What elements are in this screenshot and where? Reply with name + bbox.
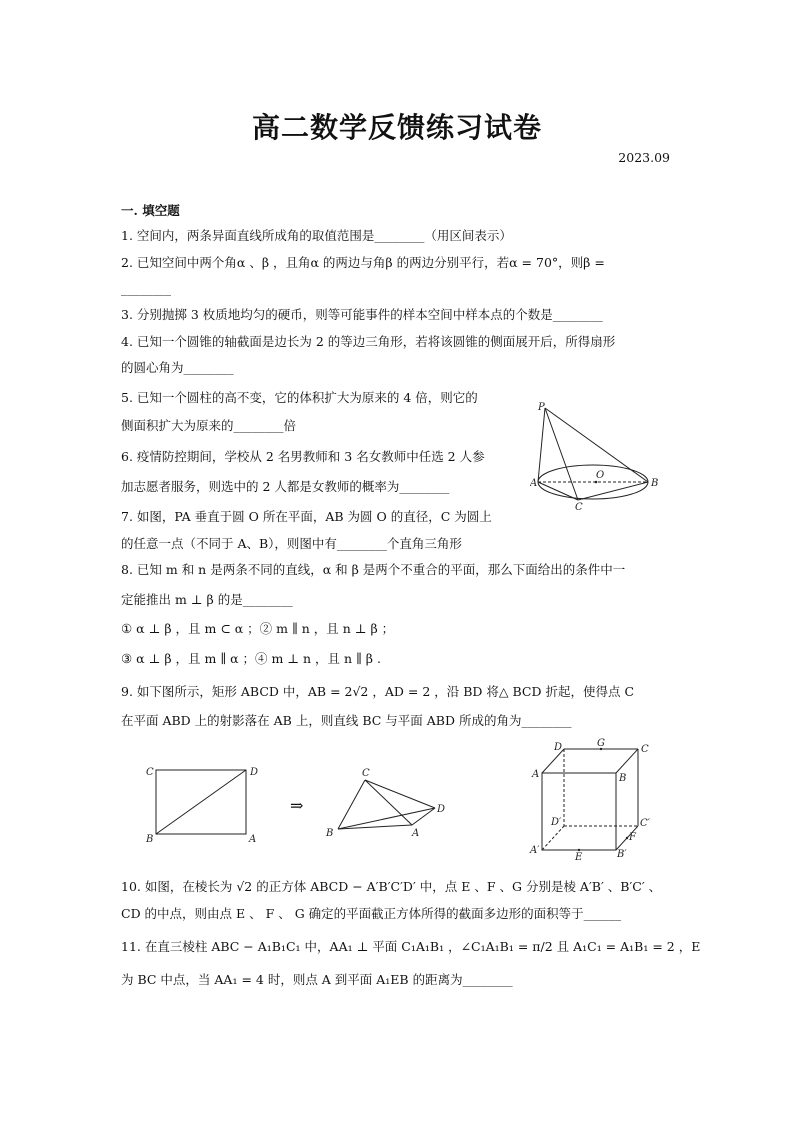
folded-figure — [320, 764, 455, 844]
label-d-prime: D′ — [551, 817, 562, 828]
label-c: C — [362, 768, 370, 779]
question-8-line-1: 8. 已知 m 和 n 是两条不同的直线，α 和 β 是两个不重合的平面，那么下面给出的条件中一 — [121, 562, 626, 577]
question-7-line-2: 的任意一点（不同于 A、B），则图中有________个直角三角形 — [121, 536, 462, 551]
question-5-line-2: 侧面积扩大为原来的________倍 — [121, 418, 297, 433]
question-8-option-1-2: ① α ⊥ β ，且 m ⊂ α ；② m ∥ n ，且 n ⊥ β ； — [121, 621, 395, 636]
label-c: C — [641, 744, 649, 755]
label-b-prime: B′ — [617, 849, 627, 860]
label-a: A — [249, 834, 257, 845]
cube-figure — [524, 736, 659, 864]
label-a-prime: A′ — [530, 845, 540, 856]
label-f: F — [629, 832, 636, 843]
exam-date: 2023.09 — [618, 150, 670, 165]
label-c-prime: C′ — [640, 818, 650, 829]
question-10-line-1: 10. 如图，在棱长为 √2 的正方体 ABCD − A′B′C′D′ 中，点 E 、F 、G 分别是棱 A′B′ 、B′C′ 、 — [121, 879, 662, 894]
segment-pa — [538, 408, 545, 482]
label-a: A — [532, 769, 540, 780]
rectangle-figure — [140, 760, 270, 850]
label-o: O — [596, 470, 605, 481]
page-title: 高二数学反馈练习试卷 — [251, 111, 542, 144]
label-p: P — [538, 402, 545, 413]
label-b: B — [146, 834, 154, 845]
question-8-option-3-4: ③ α ⊥ β ，且 m ∥ α ；④ m ⊥ n ，且 n ∥ β . — [121, 651, 381, 666]
question-8-line-2: 定能推出 m ⊥ β 的是________ — [121, 592, 293, 607]
label-d: D — [250, 767, 259, 778]
point-f — [626, 837, 628, 839]
segment-pc — [545, 408, 578, 500]
label-c: C — [146, 767, 154, 778]
question-7-line-1: 7. 如图，PA 垂直于圆 O 所在平面，AB 为圆 O 的直径，C 为圆上 — [121, 509, 492, 524]
question-5-line-1: 5. 已知一个圆柱的高不变，它的体积扩大为原来的 4 倍，则它的 — [121, 390, 478, 405]
question-3-line-1: 3. 分别抛掷 3 枚质地均匀的硬币，则等可能事件的样本空间中样本点的个数是________ — [121, 307, 603, 322]
question-2-line-2: ________ — [121, 281, 171, 296]
arrow-icon: ⇒ — [290, 796, 304, 815]
question-1-line-1: 1. 空间内，两条异面直线所成角的取值范围是________（用区间表示） — [121, 228, 512, 243]
segment-cb — [578, 482, 648, 500]
question-10-line-2: CD 的中点，则由点 E 、 F 、 G 确定的平面截正方体所得的截面多边形的面积等于______ — [121, 906, 622, 921]
label-g: G — [597, 738, 605, 749]
edge-bc — [616, 749, 638, 773]
label-d: D — [437, 804, 446, 815]
hidden-edge-ad — [542, 826, 564, 850]
center-point — [595, 481, 598, 484]
question-4-line-2: 的圆心角为________ — [121, 360, 234, 375]
label-b: B — [619, 773, 627, 784]
question-6-line-2: 加志愿者服务，则选中的 2 人都是女教师的概率为________ — [121, 479, 450, 494]
point-e — [578, 849, 580, 851]
label-c: C — [575, 502, 583, 513]
question-11-line-1: 11. 在直三棱柱 ABC − A₁B₁C₁ 中，AA₁ ⊥ 平面 C₁A₁B₁ ，∠C₁A₁B₁ = π/2 且 A₁C₁ = A₁B₁ = 2 ，E — [121, 939, 701, 954]
question-2-line-1: 2. 已知空间中两个角α 、β ，且角α 的两边与角β 的两边分别平行，若α = 70°，则β = — [121, 255, 605, 270]
label-b: B — [326, 828, 334, 839]
label-a: A — [530, 478, 538, 489]
question-4-line-1: 4. 已知一个圆锥的轴截面是边长为 2 的等边三角形，若将该圆锥的侧面展开后，所得扇形 — [121, 334, 616, 349]
cone-figure — [530, 398, 665, 513]
label-e: E — [575, 852, 583, 863]
question-11-line-2: 为 BC 中点，当 AA₁ = 4 时，则点 A 到平面 A₁EB 的距离为________ — [121, 972, 513, 987]
diagonal-bd — [156, 770, 246, 834]
label-d: D — [554, 742, 563, 753]
segment-cd — [365, 780, 435, 808]
segment-bc — [338, 780, 365, 829]
label-b: B — [651, 478, 659, 489]
section-heading: 一. 填空题 — [121, 203, 180, 218]
label-a: A — [412, 828, 420, 839]
question-9-line-1: 9. 如下图所示，矩形 ABCD 中，AB = 2√2 ，AD = 2 ，沿 BD 将△ BCD 折起，使得点 C — [121, 684, 635, 699]
question-9-line-2: 在平面 ABD 上的射影落在 AB 上，则直线 BC 与平面 ABD 所成的角为________ — [121, 713, 572, 728]
question-6-line-1: 6. 疫情防控期间，学校从 2 名男教师和 3 名女教师中任选 2 人参 — [121, 449, 485, 464]
